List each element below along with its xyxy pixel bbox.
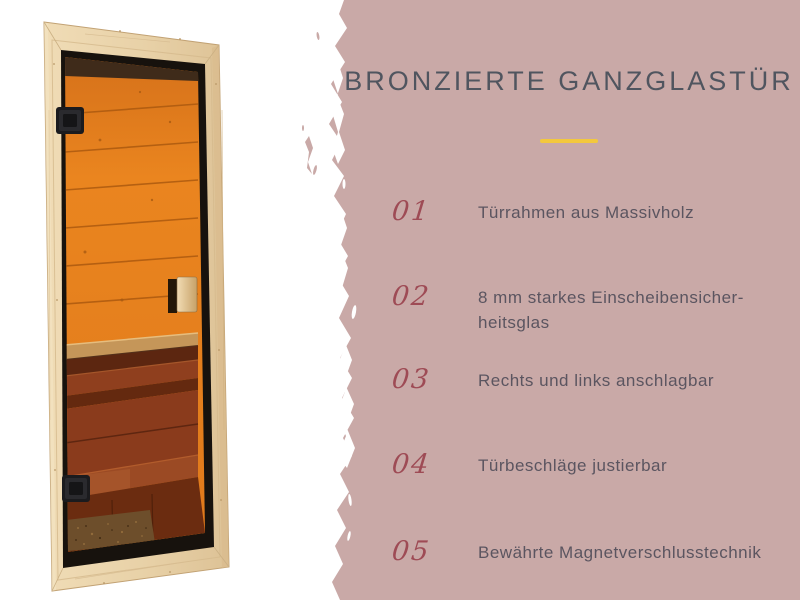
feature-item [392,450,780,480]
title-divider [540,139,598,143]
feature-item [392,537,780,567]
feature-number: 05 [390,536,433,567]
door-handle [168,277,197,313]
door-hinge-top [56,107,84,134]
feature-number: 01 [390,196,433,227]
feature-text: Bewährte Magnetverschlusstechnik [478,543,762,562]
feature-number: 02 [390,281,433,312]
feature-text: Türbeschläge justierbar [478,456,668,475]
feature-number: 03 [390,364,433,395]
product-photo-sauna-door [0,0,320,600]
feature-number: 04 [390,449,433,480]
page-title: BRONZIERTE GANZGLASTÜR [344,66,794,96]
feature-item [392,365,780,395]
door-hinge-bottom [62,475,90,502]
feature-text: Rechts und links anschlagbar [478,371,715,390]
feature-text: Türrahmen aus Massivholz [478,203,695,222]
feature-item [392,197,780,227]
feature-text: 8 mm starkes Einscheibensicher-heitsglas [478,288,744,332]
feature-item [392,282,780,335]
